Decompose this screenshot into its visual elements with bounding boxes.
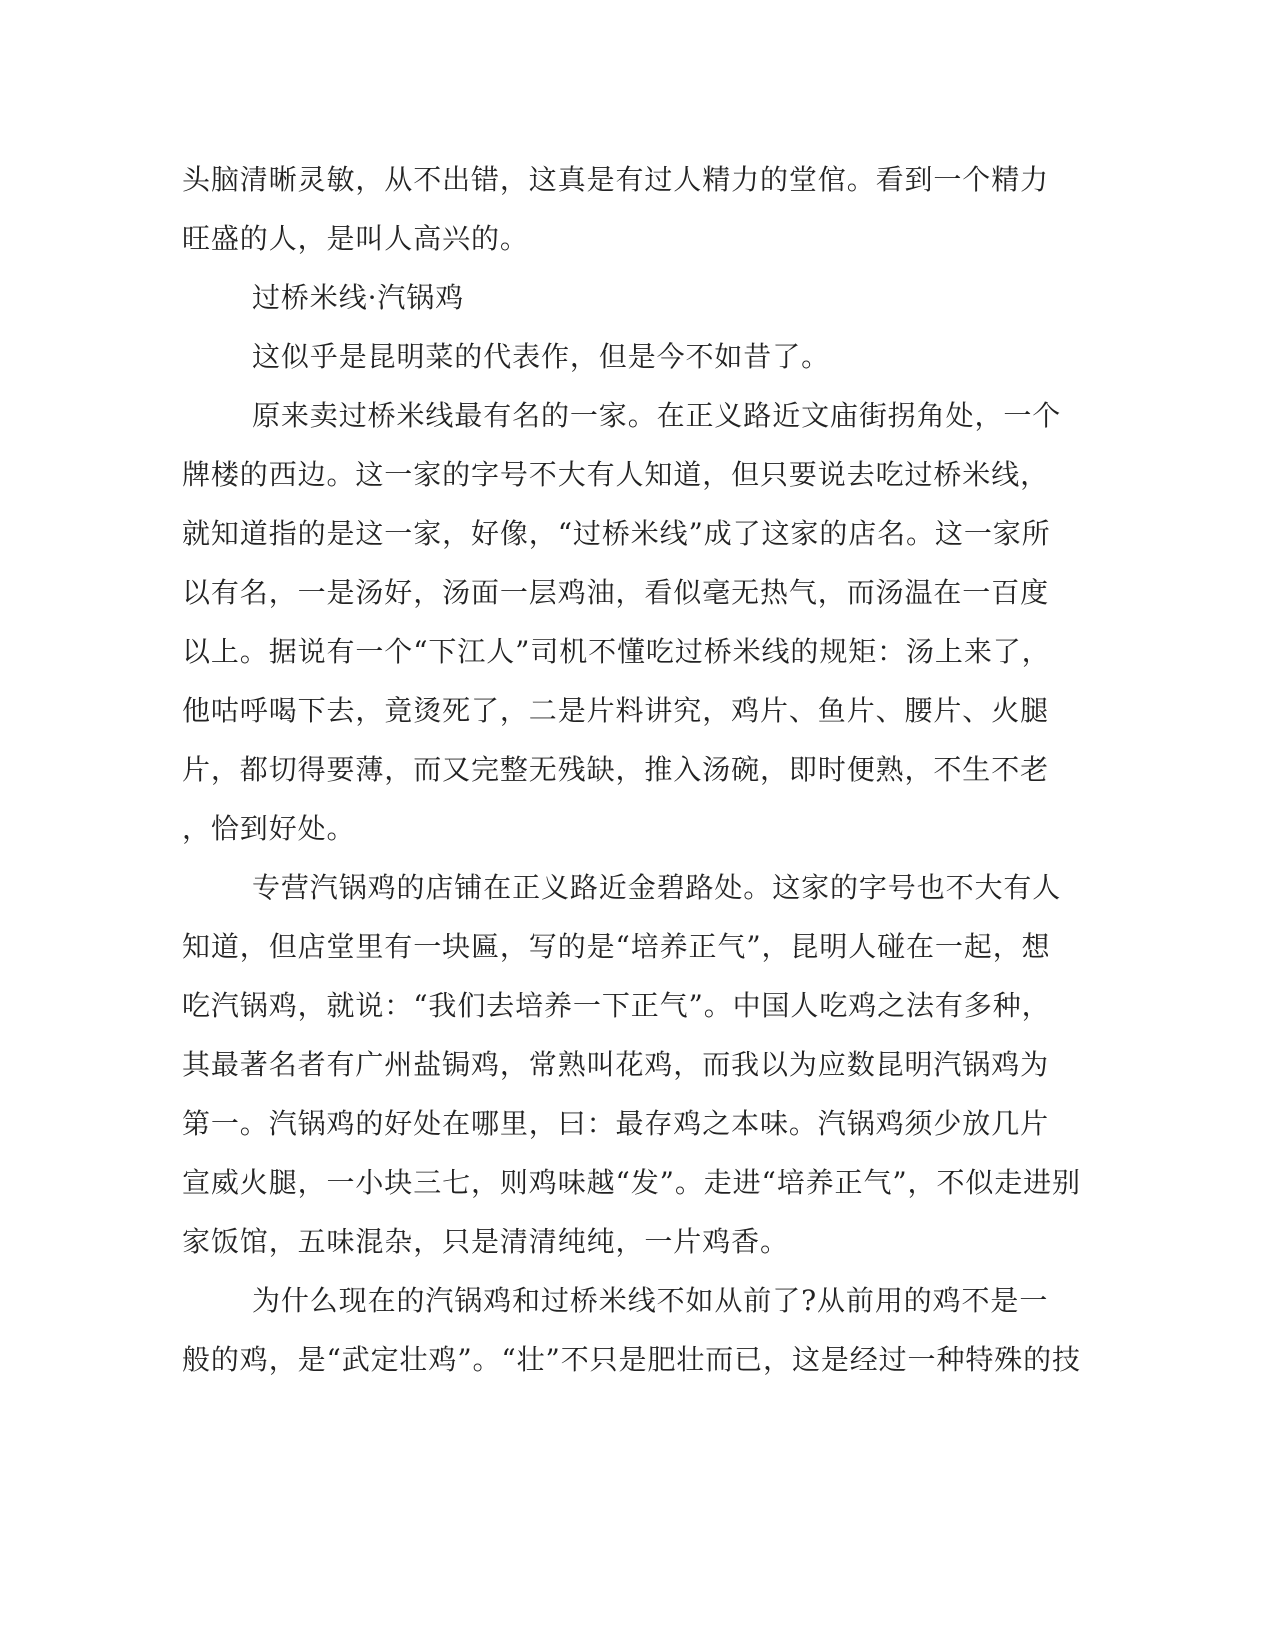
text-line-7: 就知道指的是这一家，好像，“过桥米线”成了这家的店名。这一家所 [182, 517, 1051, 550]
text-line-1: 头脑清晰灵敏，从不出错，这真是有过人精力的堂倌。看到一个精力 [182, 163, 1050, 196]
text-line-4: 这似乎是昆明菜的代表作，但是今不如昔了。 [252, 340, 831, 373]
section-heading: 过桥米线·汽锅鸡 [252, 281, 465, 314]
text-line-9: 以上。据说有一个“下江人”司机不懂吃过桥米线的规矩：汤上来了， [182, 635, 1051, 668]
text-line-19: 家饭馆，五味混杂，只是清清纯纯，一片鸡香。 [182, 1225, 789, 1258]
text-line-10: 他咕呼喝下去，竟烫死了，二是片料讲究，鸡片、鱼片、腰片、火腿 [182, 694, 1050, 727]
text-line-14: 知道，但店堂里有一块匾，写的是“培养正气”，昆明人碰在一起，想 [182, 930, 1051, 963]
text-line-8: 以有名，一是汤好，汤面一层鸡油，看似毫无热气，而汤温在一百度 [182, 576, 1050, 609]
text-line-6: 牌楼的西边。这一家的字号不大有人知道，但只要说去吃过桥米线， [182, 458, 1050, 491]
text-line-18: 宣威火腿，一小块三七，则鸡味越“发”。走进“培养正气”，不似走进别 [182, 1166, 1081, 1199]
text-line-17: 第一。汽锅鸡的好处在哪里，曰：最存鸡之本味。汽锅鸡须少放几片 [182, 1107, 1050, 1140]
text-line-13: 专营汽锅鸡的店铺在正义路近金碧路处。这家的字号也不大有人 [252, 871, 1062, 904]
text-line-21: 般的鸡，是“武定壮鸡”。“壮”不只是肥壮而已，这是经过一种特殊的技 [182, 1343, 1081, 1376]
document-body [182, 150, 1081, 1389]
text-line-5: 原来卖过桥米线最有名的一家。在正义路近文庙街拐角处，一个 [252, 399, 1062, 432]
text-line-16: 其最著名者有广州盐锔鸡，常熟叫花鸡，而我以为应数昆明汽锅鸡为 [182, 1048, 1050, 1081]
text-line-2: 旺盛的人，是叫人高兴的。 [182, 222, 529, 255]
text-line-20: 为什么现在的汽锅鸡和过桥米线不如从前了?从前用的鸡不是一 [252, 1284, 1049, 1317]
text-line-12: ，恰到好处。 [182, 812, 356, 845]
text-line-11: 片，都切得要薄，而又完整无残缺，推入汤碗，即时便熟，不生不老 [182, 753, 1050, 786]
text-line-15: 吃汽锅鸡，就说：“我们去培养一下正气”。中国人吃鸡之法有多种， [182, 989, 1051, 1022]
